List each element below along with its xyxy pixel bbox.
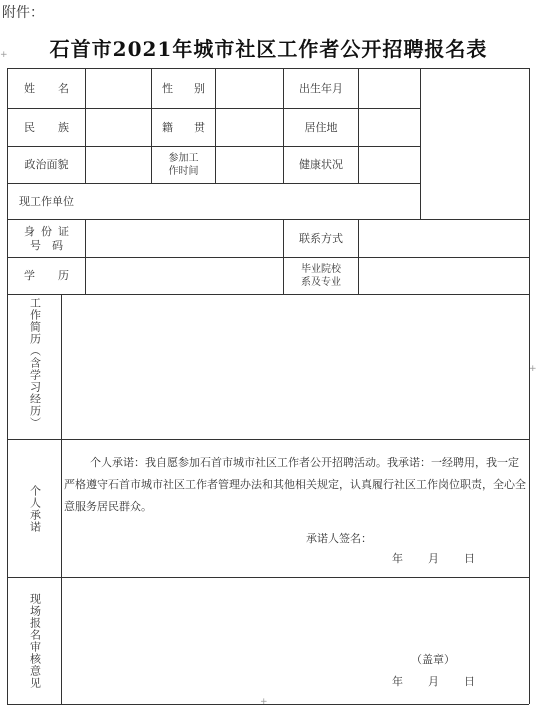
id-number-field[interactable]: [86, 220, 283, 257]
gender-field[interactable]: [216, 69, 283, 108]
name-field[interactable]: [86, 69, 151, 108]
pledge-date-month: 月: [428, 552, 439, 565]
health-field[interactable]: [359, 147, 420, 183]
ethnicity-label: 民 族: [24, 120, 69, 134]
contact-label: 联系方式: [299, 231, 343, 245]
resume-field[interactable]: [62, 295, 529, 439]
review-date-year: 年: [392, 675, 403, 688]
political-status-label: 政治面貌: [24, 158, 69, 171]
review-date-month: 月: [428, 675, 439, 688]
page-mark: +: [0, 50, 8, 60]
native-place-label: 籍 贯: [162, 120, 205, 134]
current-employer-label: 现工作单位: [19, 194, 74, 208]
pledge-signature-label: 承诺人签名：: [306, 532, 372, 545]
political-status-field[interactable]: [86, 147, 151, 183]
work-start-label: 参加工 作时间: [168, 153, 199, 177]
school-major-label: 毕业院校 系及专业: [301, 264, 341, 288]
page-mark: +: [260, 697, 268, 707]
residence-label: 居住地: [304, 120, 338, 134]
pledge-label: 个人承诺: [28, 484, 42, 533]
name-label: 姓 名: [24, 81, 69, 95]
review-label: 现场报名审核意见: [28, 593, 42, 689]
gender-label: 性 别: [162, 81, 205, 95]
pledge-text: 个人承诺：我自愿参加石首市城市社区工作者公开招聘活动。我承诺：一经聘用，我一定严格遵守石首市城市社区工作者管理办法和其他相关规定，认真履行社区工作岗位职责，全心全意服务居民群众。: [64, 456, 526, 513]
school-major-field[interactable]: [359, 258, 529, 294]
birth-label: 出生年月: [299, 81, 343, 95]
health-label: 健康状况: [299, 158, 343, 171]
review-date-day: 日: [464, 675, 475, 688]
resume-label: 工作简历（含学习经历）: [28, 297, 42, 429]
pledge-date-year: 年: [392, 552, 403, 565]
pledge-date-day: 日: [464, 552, 475, 565]
birth-field[interactable]: [359, 69, 420, 108]
photo-box[interactable]: [421, 69, 529, 219]
attachment-label: 附件：: [2, 5, 44, 21]
seal-label: （盖章）: [411, 653, 455, 666]
education-label: 学 历: [24, 269, 69, 282]
id-number-label: 身 份 证 号 码: [24, 224, 69, 252]
review-field[interactable]: [62, 578, 529, 704]
work-start-field[interactable]: [216, 147, 283, 183]
residence-field[interactable]: [359, 109, 420, 146]
native-place-field[interactable]: [216, 109, 283, 146]
ethnicity-field[interactable]: [86, 109, 151, 146]
current-employer-field[interactable]: [86, 184, 420, 219]
form-title: 石首市2021年城市社区工作者公开招聘报名表: [49, 37, 488, 61]
contact-field[interactable]: [359, 220, 529, 257]
page-mark: +: [529, 364, 537, 374]
education-field[interactable]: [86, 258, 283, 294]
